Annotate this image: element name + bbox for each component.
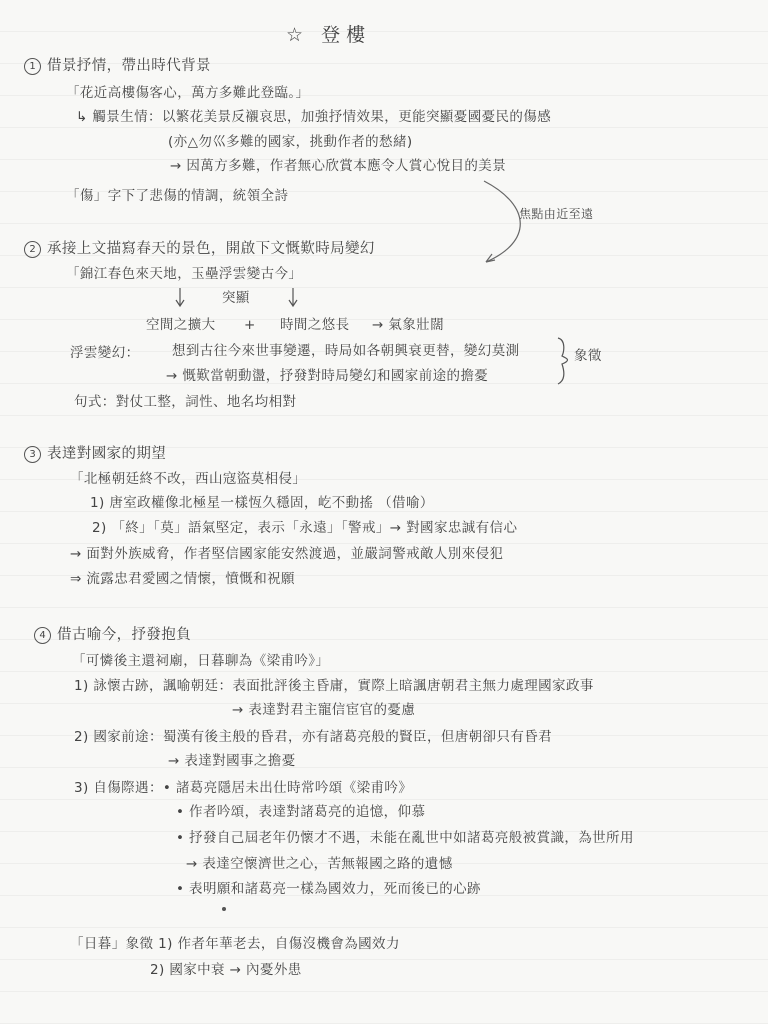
section-3-line-3: → 面對外族威脅，作者堅信國家能安然渡過，並嚴詞警戒敵人別來侵犯 bbox=[70, 546, 504, 562]
section-2-heading-text: 承接上文描寫春天的景色，開啟下文慨歎時局變幻 bbox=[47, 241, 375, 257]
brace-icon bbox=[558, 338, 567, 384]
down-arrow-icon bbox=[176, 288, 184, 306]
section-1-line-1: ↳ 觸景生情：以繁花美景反襯哀思，加強抒情效果，更能突顯憂國憂民的傷感 bbox=[76, 109, 552, 125]
section-3-line-4: ⇒ 流露忠君愛國之情懷，憤慨和祝願 bbox=[70, 571, 295, 587]
section-2-shijian: 時間之悠長 bbox=[280, 317, 350, 333]
section-3-line-1: 1) 唐室政權像北極星一樣恆久穩固，屹不動搖 （借喻） bbox=[90, 495, 434, 511]
page-title: ☆ 登樓 bbox=[286, 24, 372, 46]
section-number-1: 1 bbox=[24, 58, 41, 75]
section-2-fuyun-1: 想到古往今來世事變遷，時局如各朝興衰更替，變幻莫測 bbox=[172, 343, 520, 359]
section-2-kongjian: 空間之擴大 bbox=[146, 317, 216, 333]
section-4-heading bbox=[34, 626, 191, 644]
section-1-line-3: → 因萬方多難，作者無心欣賞本應令人賞心悅目的美景 bbox=[170, 158, 507, 174]
section-3-line-2: 2) 「終」「莫」語氣堅定，表示「永遠」「警戒」→ 對國家忠誠有信心 bbox=[92, 520, 518, 536]
section-2-fuyun-2: → 慨歎當朝動盪，抒發對時局變幻和國家前途的擔憂 bbox=[166, 368, 489, 384]
section-4-heading-text: 借古喻今，抒發抱負 bbox=[57, 627, 192, 643]
margin-note: 焦點由近至遠 bbox=[519, 207, 594, 221]
section-number-2: 2 bbox=[24, 241, 41, 258]
curved-arrow-icon bbox=[484, 181, 520, 262]
section-4-line-3d: → 表達空懷濟世之心，苦無報國之路的遺憾 bbox=[186, 856, 453, 872]
section-1-quote: 「花近高樓傷客心，萬方多難此登臨。」 bbox=[66, 85, 310, 101]
bullet-dot bbox=[222, 907, 226, 911]
section-1-line-4: 「傷」字下了悲傷的情調，統領全詩 bbox=[66, 188, 289, 204]
section-2-qixiang: → 氣象壯闊 bbox=[372, 317, 445, 333]
section-4-line-1b: → 表達對君主寵信宦官的憂慮 bbox=[232, 702, 416, 718]
section-4-line-2b: → 表達對國事之擔憂 bbox=[168, 753, 296, 769]
section-3-quote: 「北極朝廷終不改，西山寇盜莫相侵」 bbox=[70, 471, 307, 487]
section-number-3: 3 bbox=[24, 446, 41, 463]
section-2-xiangzheng: 象徵 bbox=[574, 348, 602, 364]
section-3-heading-text: 表達對國家的期望 bbox=[47, 446, 167, 462]
section-2-quote: 「錦江春色來天地，玉壘浮雲變古今」 bbox=[66, 266, 303, 282]
section-4-line-1: 1) 詠懷古跡，諷喻朝廷：表面批評後主昏庸，實際上暗諷唐朝君主無力處理國家政事 bbox=[74, 678, 594, 694]
section-1-heading-text: 借景抒情，帶出時代背景 bbox=[47, 58, 211, 74]
section-5-line-1: 「日暮」象徵 1) 作者年華老去，自傷沒機會為國效力 bbox=[70, 936, 400, 952]
section-4-line-2: 2) 國家前途：蜀漢有後主般的昏君，亦有諸葛亮般的賢臣，但唐朝卻只有昏君 bbox=[74, 729, 553, 745]
section-4-line-3c: • 抒發自己屆老年仍懷才不遇，未能在亂世中如諸葛亮般被賞識，為世所用 bbox=[176, 830, 634, 846]
section-number-4: 4 bbox=[34, 627, 51, 644]
section-2-plus: + bbox=[244, 317, 256, 333]
section-2-fuyun-label: 浮雲變幻： bbox=[70, 345, 140, 361]
section-2-jushi: 句式：對仗工整，詞性、地名均相對 bbox=[74, 394, 297, 410]
section-2-heading bbox=[24, 240, 375, 258]
section-5-line-2: 2) 國家中衰 → 內憂外患 bbox=[150, 962, 302, 978]
section-1-heading bbox=[24, 57, 211, 75]
section-2-tuxian: 突顯 bbox=[222, 290, 250, 306]
curved-arrow-head-icon bbox=[486, 254, 495, 262]
section-1-line-2: (亦△勿巛多難的國家，挑動作者的愁緒) bbox=[168, 134, 413, 150]
section-4-line-3e: • 表明願和諸葛亮一樣為國效力，死而後已的心跡 bbox=[176, 881, 481, 897]
section-4-quote: 「可憐後主還祠廟，日暮聊為《梁甫吟》」 bbox=[72, 653, 330, 669]
down-arrow-icon bbox=[289, 288, 297, 306]
section-4-line-3b: • 作者吟頌，表達對諸葛亮的追憶，仰慕 bbox=[176, 804, 426, 820]
section-4-line-3: 3) 自傷際遇：• 諸葛亮隱居未出仕時常吟頌《梁甫吟》 bbox=[74, 780, 413, 796]
section-3-heading bbox=[24, 445, 166, 463]
